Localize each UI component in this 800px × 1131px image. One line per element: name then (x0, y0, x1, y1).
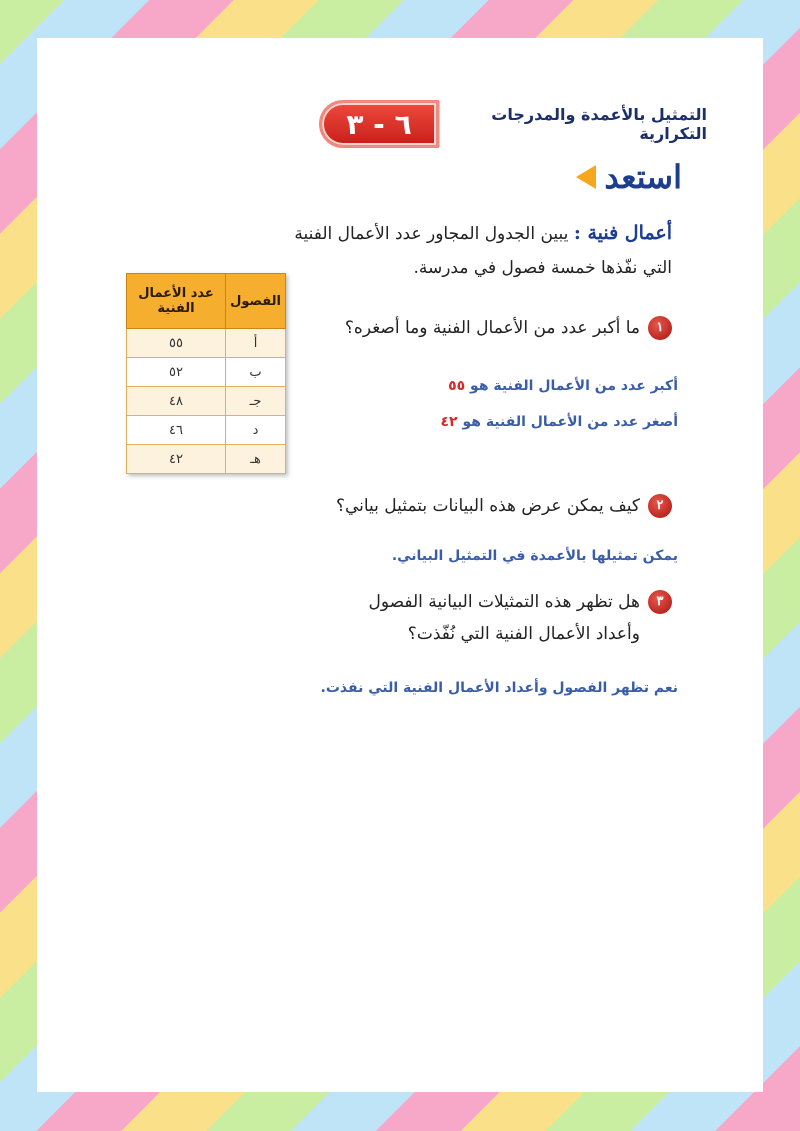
answer-3: نعم تظهر الفصول وأعداد الأعمال الفنية التي نفذت. (320, 680, 678, 696)
table-row (127, 445, 286, 474)
worksheet-page (37, 38, 763, 1092)
answer-value: ٥٥ (448, 378, 466, 394)
intro-lead: أعمال فنية : (573, 222, 672, 244)
triangle-arrow-icon (576, 165, 596, 189)
question-3 (332, 586, 672, 650)
answer-1-line-1 (448, 378, 678, 394)
answer-text: أكبر عدد من الأعمال الفنية هو (470, 378, 678, 394)
question-text: ما أكبر عدد من الأعمال الفنية وما أصغره؟ (344, 318, 640, 338)
table-cell-class: ب (226, 358, 286, 387)
question-text: كيف يمكن عرض هذه البيانات بتمثيل بياني؟ (335, 496, 640, 516)
table-row (127, 358, 286, 387)
intro-text: يبين الجدول المجاور عدد الأعمال الفنية التي نفّذها خمسة فصول في مدرسة. (294, 224, 672, 278)
question-number-badge: ٢ (648, 494, 672, 518)
table-cell-count: ٥٥ (127, 329, 226, 358)
table-cell-class: أ (226, 329, 286, 358)
table-cell-count: ٤٢ (127, 445, 226, 474)
art-works-table (126, 273, 286, 474)
question-number-badge: ٣ (648, 590, 672, 614)
section-heading (576, 158, 682, 196)
table-cell-count: ٤٨ (127, 387, 226, 416)
question-1 (345, 312, 672, 344)
answer-1-line-2 (441, 414, 679, 430)
section-label: استعد (604, 158, 682, 196)
table-cell-class: جـ (226, 387, 286, 416)
lesson-number-badge: ٦ - ٣ (319, 100, 439, 148)
lesson-title: التمثيل بالأعمدة والمدرجات التكرارية (439, 101, 715, 147)
table-row (127, 329, 286, 358)
table-cell-count: ٥٢ (127, 358, 226, 387)
table-cell-class: د (226, 416, 286, 445)
table-row (127, 416, 286, 445)
table-cell-class: هـ (226, 445, 286, 474)
table-cell-count: ٤٦ (127, 416, 226, 445)
table-row (127, 387, 286, 416)
question-2 (336, 490, 672, 522)
intro-paragraph (292, 216, 672, 285)
lesson-header (319, 98, 715, 150)
answer-value: ٤٢ (440, 414, 458, 430)
answer-2: يمكن تمثيلها بالأعمدة في التمثيل البياني. (391, 548, 678, 564)
table-header-classes: الفصول (226, 274, 286, 329)
question-number-badge: ١ (648, 316, 672, 340)
question-text: هل تظهر هذه التمثيلات البيانية الفصول وأعداد الأعمال الفنية التي نُفّذت؟ (368, 592, 640, 644)
table-header-count: عدد الأعمال الفنية (127, 274, 226, 329)
answer-text: أصغر عدد من الأعمال الفنية هو (462, 414, 678, 430)
